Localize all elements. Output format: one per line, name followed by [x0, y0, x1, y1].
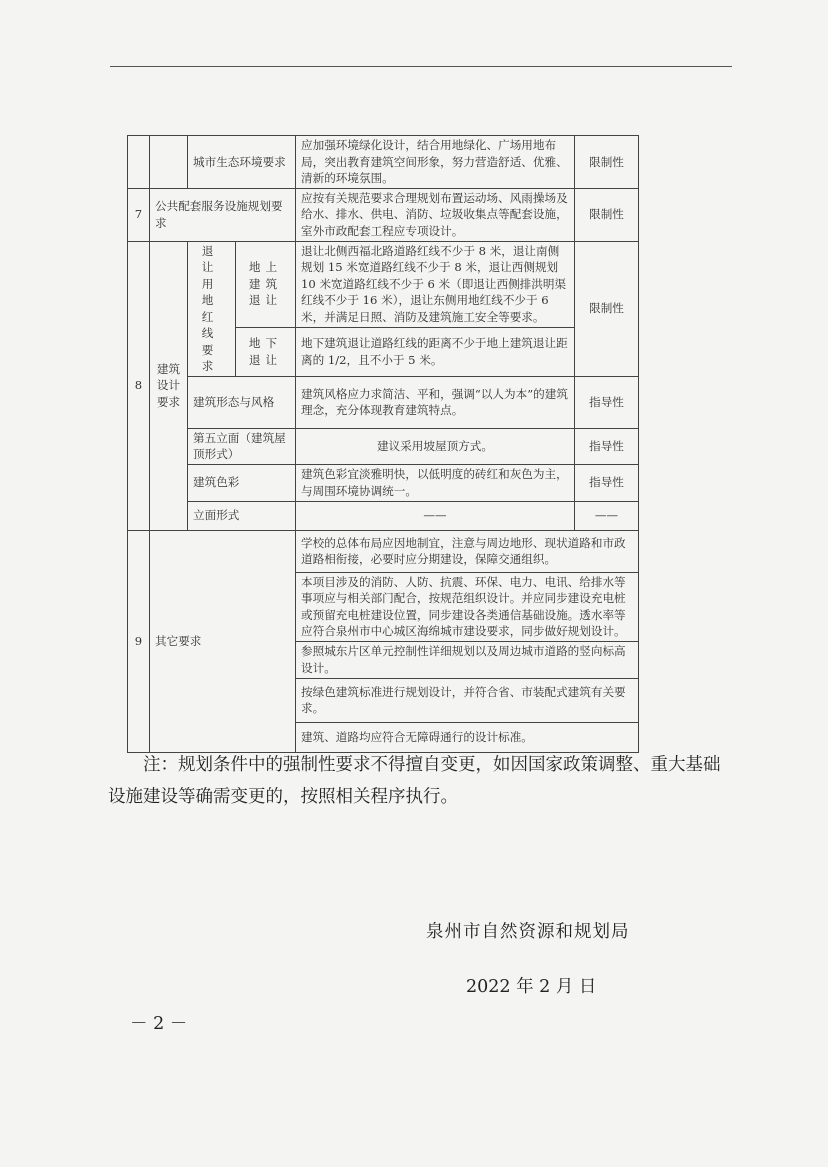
type-cell: 指导性: [575, 376, 639, 428]
item-cell: 建筑设计要求: [150, 241, 188, 530]
item-cell: [150, 136, 188, 189]
content-cell: 退让北侧西福北路道路红线不少于 8 米，退让南侧规划 15 米宽道路红线不少于 8 米，退让西侧规划 10 米宽道路红线不少于 6 米（即退让西侧排洪明渠红线不少于 16 米），退让东侧用地红线不少于 6 米，并满足日照、消防及建筑施工安全等要求。: [296, 241, 575, 327]
table-row-8-setback-above: [128, 241, 639, 327]
planning-conditions-table: [127, 135, 639, 753]
type-cell: 指导性: [575, 428, 639, 464]
type-cell: 限制性: [575, 136, 639, 189]
item-cell: 公共配套服务设施规划要求: [150, 188, 296, 241]
sub-item-cell: 地下退让: [236, 327, 296, 376]
sub-item-cell: 城市生态环境要求: [188, 136, 296, 189]
sub-item-cell: 建筑形态与风格: [188, 376, 296, 428]
content-cell: 地下建筑退让道路红线的距离不少于地上建筑退让距离的 1/2，且不小于 5 米。: [296, 327, 575, 376]
content-cell: 建筑风格应力求简洁、平和，强调“以人为本”的建筑理念，充分体现教育建筑特点。: [296, 376, 575, 428]
content-cell: 建筑色彩宜淡雅明快，以低明度的砖红和灰色为主，与周围环境协调统一。: [296, 464, 575, 501]
type-cell: 限制性: [575, 188, 639, 241]
table-row-8-roof: [128, 428, 639, 464]
sub-item-cell: 地上建筑退让: [236, 241, 296, 327]
row-no-cell: 9: [128, 530, 150, 752]
page-number: － 2 －: [130, 1014, 188, 1034]
note-paragraph: 注：规划条件中的强制性要求不得擅自变更，如因国家政策调整、重大基础设施建设等确需变更的，按照相关程序执行。: [108, 755, 721, 807]
row-no-cell: [128, 136, 150, 189]
table-row-7: [128, 188, 639, 241]
type-cell: ——: [575, 501, 639, 530]
table-row-8-facade: [128, 501, 639, 530]
sub-item-cell: 建筑色彩: [188, 464, 296, 501]
content-cell: 应加强环境绿化设计，结合用地绿化、广场用地布局，突出教育建筑空间形象，努力营造舒适、优雅、清新的环境氛围。: [296, 136, 575, 189]
issue-date: 2022 年 2 月 日: [466, 977, 597, 997]
content-cell: 参照城东片区单元控制性详细规划以及周边城市道路的竖向标高设计。: [296, 641, 639, 678]
type-cell: 指导性: [575, 464, 639, 501]
content-cell: 本项目涉及的消防、人防、抗震、环保、电力、电讯、给排水等事项应与相关部门配合，按规范组织设计。并应同步建设充电桩或预留充电桩建设位置，同步建设各类通信基础设施。透水率等应符合泉州市中心城区海绵城市建设要求，同步做好规划设计。: [296, 572, 639, 641]
content-cell: 建议采用坡屋顶方式。: [296, 428, 575, 464]
issuing-organization: 泉州市自然资源和规划局: [426, 922, 630, 942]
setback-group-cell: 退让用地红线要求: [188, 241, 236, 376]
table-row-eco: [128, 136, 639, 189]
sub-item-cell: 立面形式: [188, 501, 296, 530]
content-cell: 按绿色建筑标准进行规划设计，并符合省、市装配式建筑有关要求。: [296, 678, 639, 722]
row-no-cell: 8: [128, 241, 150, 530]
sub-item-cell: 第五立面（建筑屋顶形式）: [188, 428, 296, 464]
item-cell: 其它要求: [150, 530, 296, 752]
content-cell: 学校的总体布局应因地制宜，注意与周边地形、现状道路和市政道路相衔接，必要时应分期建设，保障交通组织。: [296, 530, 639, 572]
type-cell: 限制性: [575, 241, 639, 376]
header-rule: [110, 66, 732, 67]
table-row-8-style: [128, 376, 639, 428]
content-cell: 建筑、道路均应符合无障碍通行的设计标准。: [296, 722, 639, 752]
content-cell: ——: [296, 501, 575, 530]
table-row-8-color: [128, 464, 639, 501]
row-no-cell: 7: [128, 188, 150, 241]
content-cell: 应按有关规范要求合理规划布置运动场、风雨操场及给水、排水、供电、消防、垃圾收集点等配套设施，室外市政配套工程应专项设计。: [296, 188, 575, 241]
table-row-9-a: [128, 530, 639, 572]
